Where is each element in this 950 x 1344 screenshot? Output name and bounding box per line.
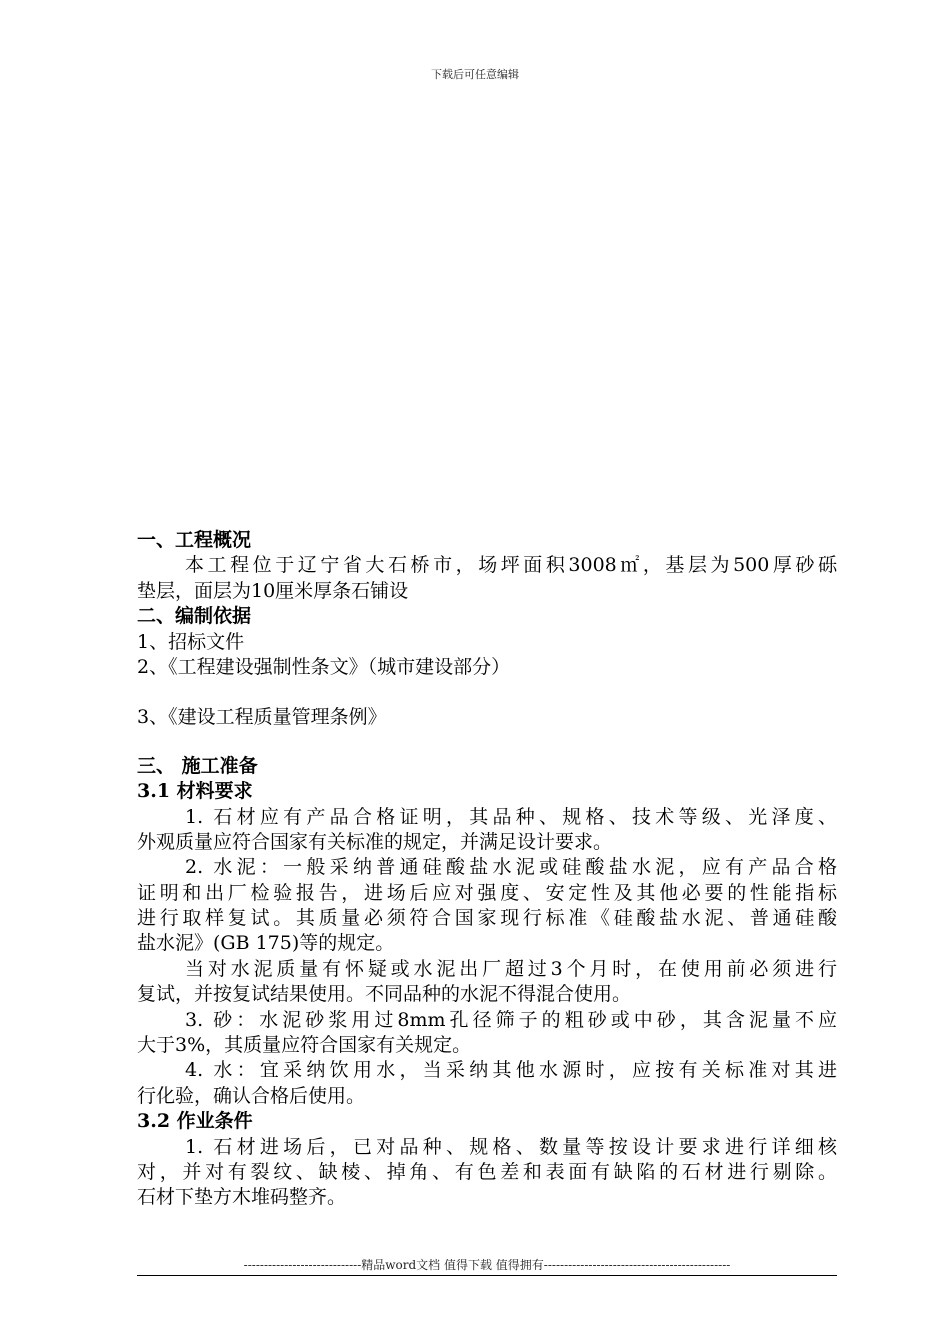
paragraph-line: 2. 水泥：一般采纳普通硅酸盐水泥或硅酸盐水泥，应有产品合格 — [185, 856, 837, 879]
list-item: 3、《建设工程质量管理条例》 — [137, 706, 387, 729]
list-item: 2、《工程建设强制性条文》（城市建设部分） — [137, 655, 511, 678]
section-3-title: 三、 施工准备 — [137, 754, 258, 777]
paragraph-line: 对，并对有裂纹、缺棱、掉角、有色差和表面有缺陷的石材进行剔除。 — [137, 1160, 837, 1183]
section-1-title: 一、工程概况 — [137, 529, 252, 551]
page-header: 下载后可任意编辑 — [431, 68, 519, 81]
paragraph-line: 石材下垫方木堆码整齐。 — [137, 1186, 347, 1209]
section-2-title: 二、编制依据 — [137, 605, 252, 628]
paragraph-line: 当对水泥质量有怀疑或水泥出厂超过3个月时，在使用前必须进行 — [185, 957, 837, 980]
paragraph-line: 行化验，确认合格后使用。 — [137, 1084, 366, 1107]
paragraph-line: 3. 砂：水泥砂浆用过8mm孔径筛子的粗砂或中砂，其含泥量不应 — [185, 1008, 837, 1031]
spacer — [137, 680, 837, 705]
paragraph-line: 外观质量应符合国家有关标准的规定，并满足设计要求。 — [137, 830, 613, 853]
page-footer: -----------------------------精品word文档 值得下载 值得拥有---------------------------------------------- — [243, 1258, 731, 1272]
paragraph-line: 垫层，面层为10厘米厚条石铺设 — [137, 579, 409, 602]
paragraph-line: 盐水泥》(GB 175)等的规定。 — [137, 932, 395, 955]
paragraph-line: 1. 石材进场后，已对品种、规格、数量等按设计要求进行详细核 — [185, 1135, 837, 1158]
subsection-3-2-title: 3.2 作业条件 — [137, 1110, 253, 1133]
list-item: 1、招标文件 — [137, 630, 245, 653]
document-body — [137, 528, 837, 1211]
spacer — [137, 731, 837, 754]
footer-divider — [137, 1275, 837, 1276]
paragraph-line: 证明和出厂检验报告，进场后应对强度、安定性及其他必要的性能指标 — [137, 881, 837, 904]
paragraph-line: 大于3%，其质量应符合国家有关规定。 — [137, 1034, 472, 1057]
paragraph-line: 复试，并按复试结果使用。不同品种的水泥不得混合使用。 — [137, 983, 632, 1006]
paragraph-line: 4. 水：宜采纳饮用水，当采纳其他水源时，应按有关标准对其进 — [185, 1059, 837, 1082]
paragraph-line: 进行取样复试。其质量必须符合国家现行标准《硅酸盐水泥、普通硅酸 — [137, 907, 837, 930]
paragraph-line: 1. 石材应有产品合格证明，其品种、规格、技术等级、光泽度、 — [185, 805, 837, 828]
subsection-3-1-title: 3.1 材料要求 — [137, 780, 253, 803]
paragraph-line: 本工程位于辽宁省大石桥市，场坪面积3008㎡，基层为500厚砂砾 — [185, 554, 837, 577]
